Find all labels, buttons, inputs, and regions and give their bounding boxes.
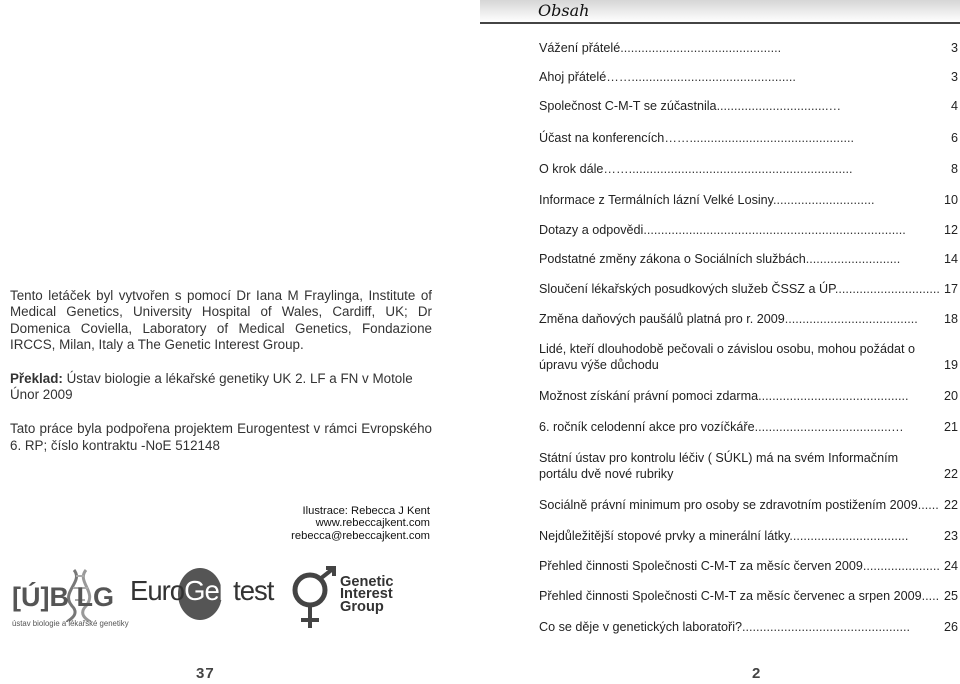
toc-page-number: 3 <box>950 41 958 55</box>
page-number-left: 37 <box>196 665 215 682</box>
toc-entry[interactable]: Nejdůležitější stopové prvky a minerální látky.................................. 23 <box>539 529 958 543</box>
toc-page-number: 24 <box>943 559 958 573</box>
eurogentest-word-euro: Euro <box>130 575 185 606</box>
toc-page-number: 25 <box>943 589 958 603</box>
toc-header <box>480 0 960 24</box>
ubg-logo <box>12 566 130 632</box>
toc-page-number: 10 <box>943 193 958 207</box>
toc-entry[interactable]: Přehled činnosti Společnosti C-M-T za měsíc červen 2009...................... 24 <box>539 559 958 573</box>
toc-page-number: 6 <box>950 131 958 145</box>
toc-entry[interactable]: Lidé, kteří dlouhodobě pečovali o závislou osobu, mohou požádat o úpravu výše důchodu 19 <box>539 342 958 372</box>
eurogentest-logo <box>130 566 280 632</box>
toc-entry[interactable]: Vážení přátelé.............................................. 3 <box>539 41 958 55</box>
toc-page-number: 4 <box>950 99 958 113</box>
gig-line2: Interest <box>340 586 393 603</box>
credits-paragraph: Tento letáček byl vytvořen s pomocí Dr Iana M Fraylinga, Institute of Medical Genetics, University Hospital of Wales, Cardiff, UK; Dr Domenica Coviella, Laboratory of Medical Genetics, Fondazione IRCCS, Milan, Italy a The Genetic Interest Group. <box>10 288 432 353</box>
ubg-logo-mark: [Ú]B LG <box>12 582 114 612</box>
date-text: Únor 2009 <box>10 387 73 403</box>
illustrator-name: Ilustrace: Rebecca J Kent <box>302 505 430 517</box>
toc-page-number: 21 <box>943 420 958 434</box>
gig-line3: Group <box>340 598 384 615</box>
toc-page-number: 19 <box>943 358 958 372</box>
toc-entry[interactable]: Účast na konferencích……............................................... 6 <box>539 131 958 145</box>
illustrator-email: rebecca@rebeccajkent.com <box>291 529 430 542</box>
toc-page-number: 20 <box>943 389 958 403</box>
translation-label: Překlad: <box>10 370 63 386</box>
toc-entry[interactable]: Sloučení lékařských posudkových služeb ČSSZ a ÚP.............................. 17 <box>539 282 958 296</box>
toc-entry[interactable]: Sociálně právní minimum pro osoby se zdravotním postižením 2009...... 22 <box>539 498 958 512</box>
toc-entry[interactable]: Dotazy a odpovědi........................................................................... 12 <box>539 223 958 237</box>
gig-logo-text <box>340 576 394 613</box>
translation-info <box>10 371 432 387</box>
eurogentest-wordmark <box>130 575 273 607</box>
toc-page-number: 22 <box>943 467 958 481</box>
genetic-interest-group-logo <box>286 566 446 632</box>
toc-page-number: 26 <box>943 620 958 634</box>
illustration-credit <box>291 505 430 542</box>
eurogentest-word-gen: Gen <box>184 575 234 606</box>
illustrator-website: www.rebeccajkent.com <box>315 517 430 530</box>
credits-block <box>10 288 432 471</box>
page-number-right: 2 <box>752 665 762 682</box>
gender-symbols-icon <box>286 566 342 632</box>
toc-entry[interactable]: Změna daňových paušálů platná pro r. 2009...................................... 18 <box>539 312 958 326</box>
translation-text: Ústav biologie a lékařské genetiky UK 2. LF a FN v Motole <box>66 370 413 386</box>
toc-entry[interactable]: O krok dále……................................................................ 8 <box>539 162 958 176</box>
gig-line1: Genetic <box>340 574 394 590</box>
toc-page-number: 12 <box>943 223 958 237</box>
toc-entry[interactable]: 6. ročník celodenní akce pro vozíčkáře.......................................… 21 <box>539 420 958 434</box>
toc-title: Obsah <box>538 1 590 20</box>
logos-row <box>8 566 448 636</box>
toc-page-number: 17 <box>943 282 958 296</box>
toc-entry[interactable]: Možnost získání právní pomoci zdarma........................................... 20 <box>539 389 958 403</box>
toc-page-number: 18 <box>943 312 958 326</box>
eurogentest-word-test: test <box>233 575 274 606</box>
toc-page-number: 23 <box>943 529 958 543</box>
toc-page-number: 3 <box>950 70 958 84</box>
toc-entry[interactable]: Přehled činnosti Společnosti C-M-T za měsíc červenec a srpen 2009..... 25 <box>539 589 958 603</box>
toc-page-number: 22 <box>943 498 958 512</box>
toc-page-number: 8 <box>950 162 958 176</box>
toc-entry[interactable]: Ahoj přátelé……............................................... 3 <box>539 70 958 84</box>
support-text: Tato práce byla podpořena projektem Eurogentest v rámci Evropského 6. RP; číslo kontraktu -NoE 512148 <box>10 421 432 453</box>
ubg-logo-subtitle: ústav biologie a lékařské genetiky <box>12 619 129 628</box>
toc-entry[interactable]: Podstatné změny zákona o Sociálních službách........................... 14 <box>539 252 958 266</box>
toc-entry[interactable]: Státní ústav pro kontrolu léčiv ( SÚKL) má na svém Informačním portálu dvě nové rubriky 22 <box>539 451 958 481</box>
toc-page-number: 14 <box>943 252 958 266</box>
toc-entry[interactable]: Společnost C-M-T se zúčastnila................................… 4 <box>539 99 958 113</box>
toc-entry[interactable]: Co se děje v genetických laboratoři?................................................ 26 <box>539 620 958 634</box>
toc-entry[interactable]: Informace z Termálních lázní Velké Losiny............................. 10 <box>539 193 958 207</box>
right-page <box>480 0 960 684</box>
